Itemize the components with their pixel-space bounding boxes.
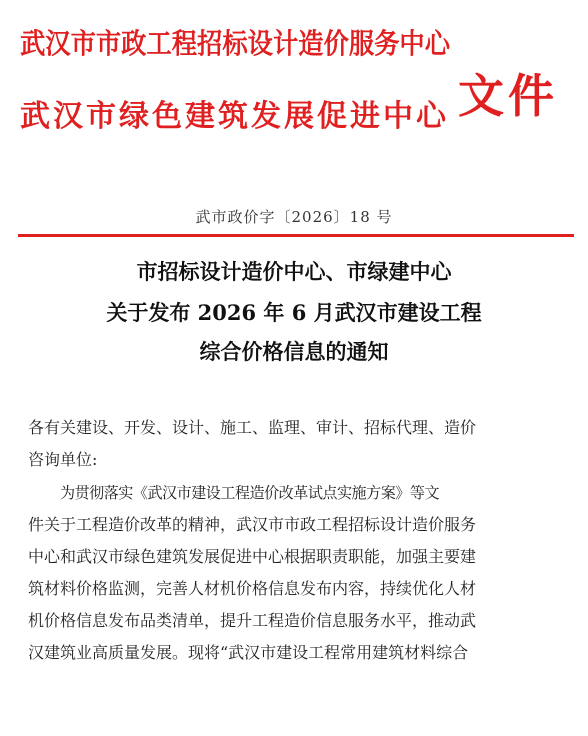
salutation-line-1: 各有关建设、开发、设计、施工、监理、审计、招标代理、造价 <box>28 418 477 437</box>
red-header-rule <box>18 234 574 237</box>
document-label: 文件 <box>458 69 558 123</box>
notice-title-line-1: 市招标设计造价中心、市绿建中心 <box>136 259 452 284</box>
body-paragraph-line: 汉建筑业高质量发展。现将“武汉市建设工程常用建筑材料综合 <box>28 643 469 662</box>
salutation-line-2: 咨询单位: <box>28 450 98 469</box>
issuer-name-municipal-center: 武汉市市政工程招标设计造价服务中心 <box>20 27 450 60</box>
notice-title-line-3: 综合价格信息的通知 <box>199 339 389 364</box>
body-paragraph-line: 为贯彻落实《武汉市建设工程造价改革试点实施方案》等文 <box>60 484 440 502</box>
body-paragraph-line: 机价格信息发布品类清单，提升工程造价信息服务水平，推动武 <box>28 611 477 630</box>
notice-title-line-2: 关于发布 2026 年 6 月武汉市建设工程 <box>106 300 482 325</box>
body-paragraph-line: 件关于工程造价改革的精神，武汉市市政工程招标设计造价服务 <box>28 515 477 534</box>
issuer-name-green-building-center: 武汉市绿色建筑发展促进中心 <box>20 99 449 134</box>
body-paragraph-line: 中心和武汉市绿色建筑发展促进中心根据职责职能，加强主要建 <box>28 547 477 566</box>
body-paragraph-line: 筑材料价格监测，完善人材机价格信息发布内容，持续优化人材 <box>28 579 477 598</box>
document-number: 武市政价字〔2026〕18 号 <box>195 208 393 226</box>
